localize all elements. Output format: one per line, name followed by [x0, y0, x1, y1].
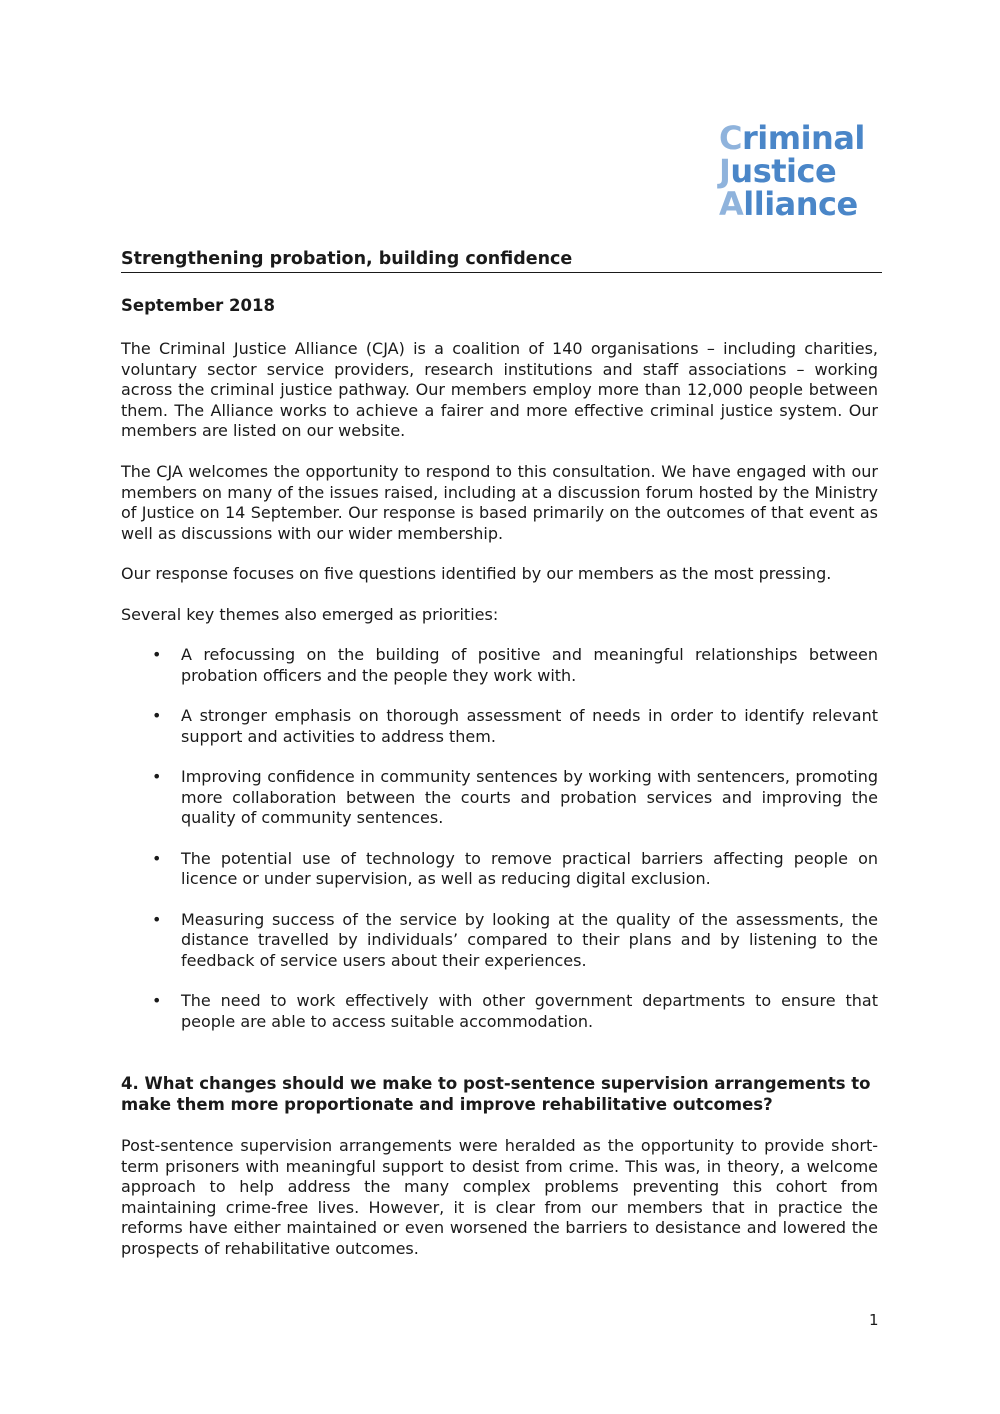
page-number: 1 [869, 1311, 879, 1329]
consultation-paragraph: The CJA welcomes the opportunity to respond to this consultation. We have engaged with our members on many of the issues raised, including at a discussion forum hosted by the Ministry of Justice on 14 September. Our response is based primarily on the outcomes of that event as well as discussions with our wider membership. [121, 462, 878, 543]
list-item-text: A stronger emphasis on thorough assessment of needs in order to identify relevant support and activities to address them. [181, 706, 878, 746]
focus-paragraph: Our response focuses on five questions identified by our members as the most pressing. [121, 564, 832, 583]
priority-themes-list [121, 645, 878, 1052]
bullet-icon: • [152, 706, 162, 725]
cja-logo [719, 119, 889, 223]
themes-paragraph: Several key themes also emerged as priorities: [121, 605, 499, 624]
list-item [121, 645, 878, 686]
bullet-icon: • [152, 767, 162, 786]
list-item-text: Measuring success of the service by looking at the quality of the assessments, the distance travelled by individuals’ compared to their plans and by listening to the feedback of service users about their experiences. [181, 909, 878, 970]
bullet-icon: • [152, 991, 162, 1010]
list-item [121, 767, 878, 829]
list-item-text: The need to work effectively with other government departments to ensure that people are able to access suitable accommodation. [181, 991, 878, 1031]
list-item [121, 849, 878, 890]
bullet-icon: • [152, 848, 162, 868]
bullet-icon: • [152, 645, 162, 664]
intro-paragraph: The Criminal Justice Alliance (CJA) is a coalition of 140 organisations – including charities, voluntary sector service providers, research institutions and staff associations – working across the criminal justice pathway. Our members employ more than 12,000 people between them. The Alliance works to achieve a fairer and more effective criminal justice system. Our members are listed on our website. [121, 339, 878, 440]
list-item-text: A refocussing on the building of positive and meaningful relationships between probation officers and the people they work with. [181, 645, 878, 685]
list-item-text: Improving confidence in community sentences by working with sentencers, promoting more collaboration between the courts and probation services and improving the quality of community sentences. [181, 767, 878, 827]
bullet-icon: • [152, 909, 162, 929]
list-item [121, 910, 878, 972]
list-item [121, 991, 878, 1032]
logo-line-alliance: Alliance [719, 185, 858, 223]
question-heading: 4. What changes should we make to post-sentence supervision arrangements to make them more proportionate and improve rehabilitative outcomes? [121, 1074, 871, 1114]
list-item-text: The potential use of technology to remove practical barriers affecting people on licence or under supervision, as well as reducing digital exclusion. [181, 848, 878, 888]
logo-line-criminal: Criminal [719, 119, 865, 157]
answer-paragraph: Post-sentence supervision arrangements were heralded as the opportunity to provide short-term prisoners with meaningful support to desist from crime. This was, in theory, a welcome approach to help address the many complex problems preventing this cohort from maintaining crime-free lives. However, it is clear from our members that in practice the reforms have either maintained or even worsened the barriers to desistance and lowered the prospects of rehabilitative outcomes. [121, 1136, 878, 1258]
logo-line-justice: Justice [719, 152, 837, 190]
document-date: September 2018 [121, 296, 275, 315]
list-item [121, 706, 878, 747]
document-title: Strengthening probation, building confidence [121, 248, 882, 273]
